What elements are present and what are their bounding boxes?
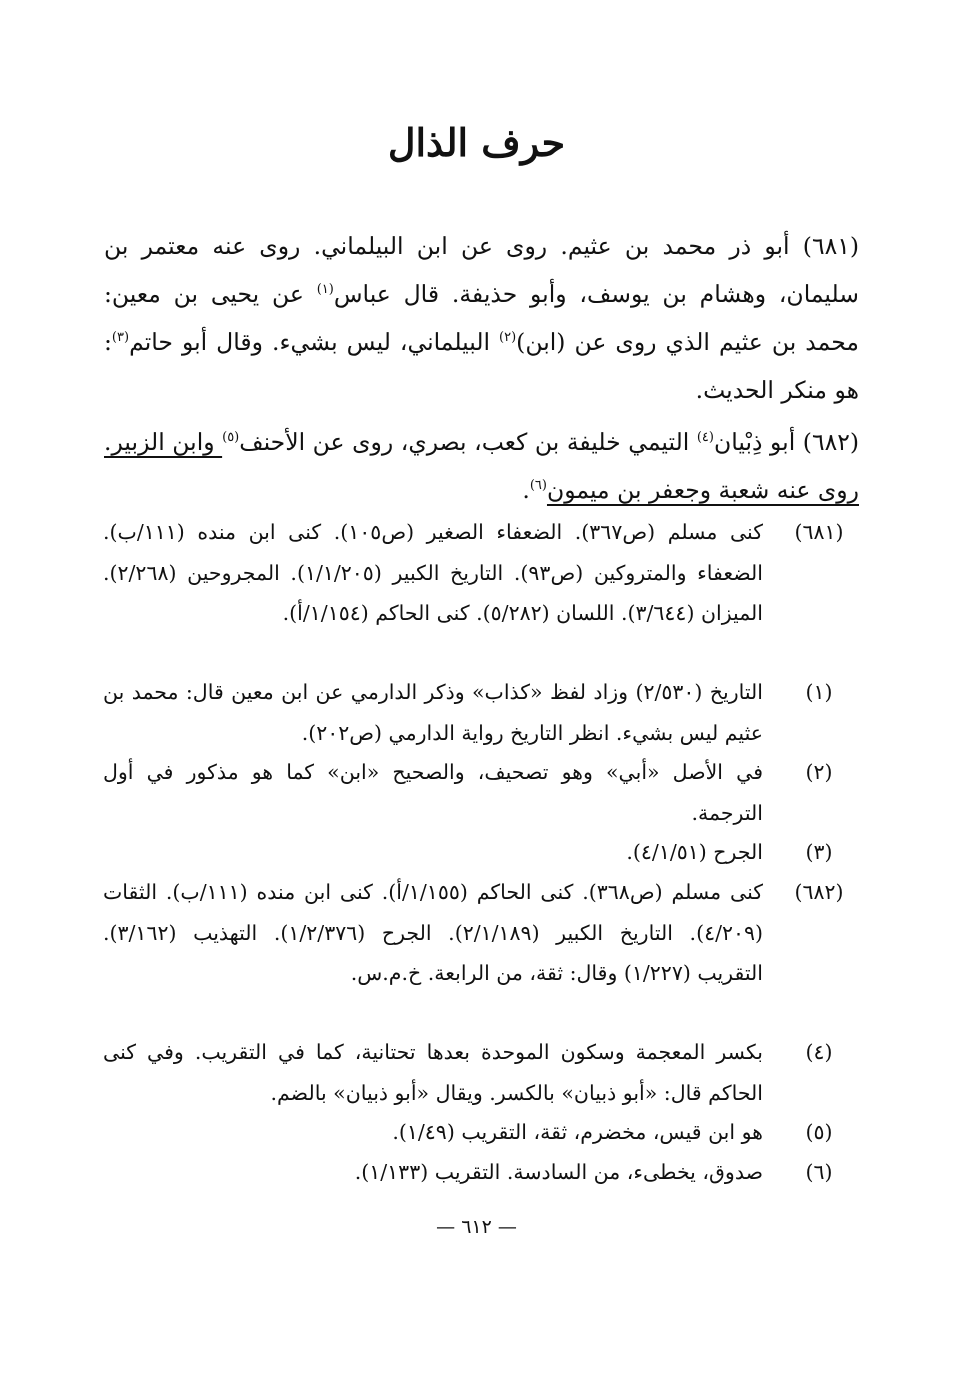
footnote-text: التاريخ (٢/٥٣٠) وزاد لفظ «كذاب» وذكر الدارمي عن ابن معين قال: محمد بن عثيم ليس بشيء. انظر التاريخ رواية الدارمي (ص٢٠٢). [103,680,763,745]
entry-text: أبو ذر محمد بن عثيم. روى عن ابن البيلماني. روى عنه معتمر بن سليمان، وهشام بن يوسف، وأبو حذيفة. قال عباس [104,232,859,308]
footnote-text: الجرح (٤/١/٥١). [626,840,763,864]
footnote-ref[interactable]: (٦) [529,478,547,493]
entry-text: التيمي خليفة بن كعب، بصري، روى عن الأحنف [239,428,697,456]
footnote-1 [104,672,859,753]
section-title: حرف الذال [387,120,566,165]
footnote-number: (٤) [805,1040,833,1064]
footnote-ref[interactable]: (٢) [499,330,517,345]
entry-number: (٦٨١) [802,232,859,260]
footnote-text: صدوق، يخطىء، من السادسة. التقريب (١/١٣٣). [354,1160,763,1184]
footnote-ref[interactable]: (٤) [696,430,714,445]
entry-text: : هو منكر الحديث. [104,328,859,404]
footnote-number: (٦٨٢) [794,880,844,904]
footnote-number: (٦٨١) [794,520,844,544]
footnote-number: (٦) [805,1160,833,1184]
footnote-ref[interactable]: (١) [316,282,334,297]
entry-682 [104,418,859,514]
footnote-number: (٣) [805,840,833,864]
footnote-ref[interactable]: (٥) [222,430,240,445]
footnote-text: هو ابن قيس، مخضرم، ثقة، التقريب (١/٤٩). [392,1120,763,1144]
footnote-number: (٢) [805,760,833,784]
footnote-681 [104,512,859,634]
footnote-5 [104,1112,859,1153]
footnote-4 [104,1032,859,1113]
entry-text: وابن الزبير. روى عنه شعبة وجعفر بن ميمون [104,428,859,504]
entry-text: أبو ذِبْيان [713,428,803,456]
footnote-text: كنى مسلم (ص٣٦٨). كنى الحاكم (١/١٥٥/أ). كنى ابن منده (١١١/ب). الثقات (٤/٢٠٩). التاريخ الكبير (٢/١/١٨٩). الجرح (١/٢/٣٧٦). التهذيب (٣/١٦٢). التقريب (١/٢٢٧) وقال: ثقة، من الرابعة. خ.م.س. [103,880,764,985]
entry-text: عن يحيى بن معين: محمد بن عثيم الذي روى عن (ابن) [104,280,859,356]
footnote-number: (١) [805,680,833,704]
page-number: — ٦١٢ — [436,1216,517,1238]
entry-number: (٦٨٢) [802,428,859,456]
footnote-682 [104,872,859,994]
entry-text: . [522,476,530,504]
footnote-number: (٥) [805,1120,833,1144]
entry-681 [104,222,859,414]
footnote-text: كنى مسلم (ص٣٦٧). الضعفاء الصغير (ص١٠٥). كنى ابن منده (١١١/ب). الضعفاء والمتروكين (ص٩٣). التاريخ الكبير (١/١/٢٠٥). المجروحين (٢/٢٦٨). الميزان (٣/٦٤٤). اللسان (٥/٢٨٢). كنى الحاكم (١/١٥٤/أ). [103,520,763,625]
footnote-text: بكسر المعجمة وسكون الموحدة بعدها تحتانية، كما في التقريب. وفي كنى الحاكم قال: «أبو ذبيان» بالكسر. ويقال «أبو ذبيان» بالضم. [103,1040,763,1105]
footnote-3 [104,832,859,873]
footnote-ref[interactable]: (٣) [111,330,130,345]
footnote-2 [104,752,859,833]
entry-text: البيلماني، ليس بشيء. وقال أبو حاتم [129,328,500,356]
footnote-6 [104,1152,859,1193]
footnote-text: في الأصل «أبي» وهو تصحيف، والصحيح «ابن» كما هو مذكور في أول الترجمة. [103,760,763,825]
